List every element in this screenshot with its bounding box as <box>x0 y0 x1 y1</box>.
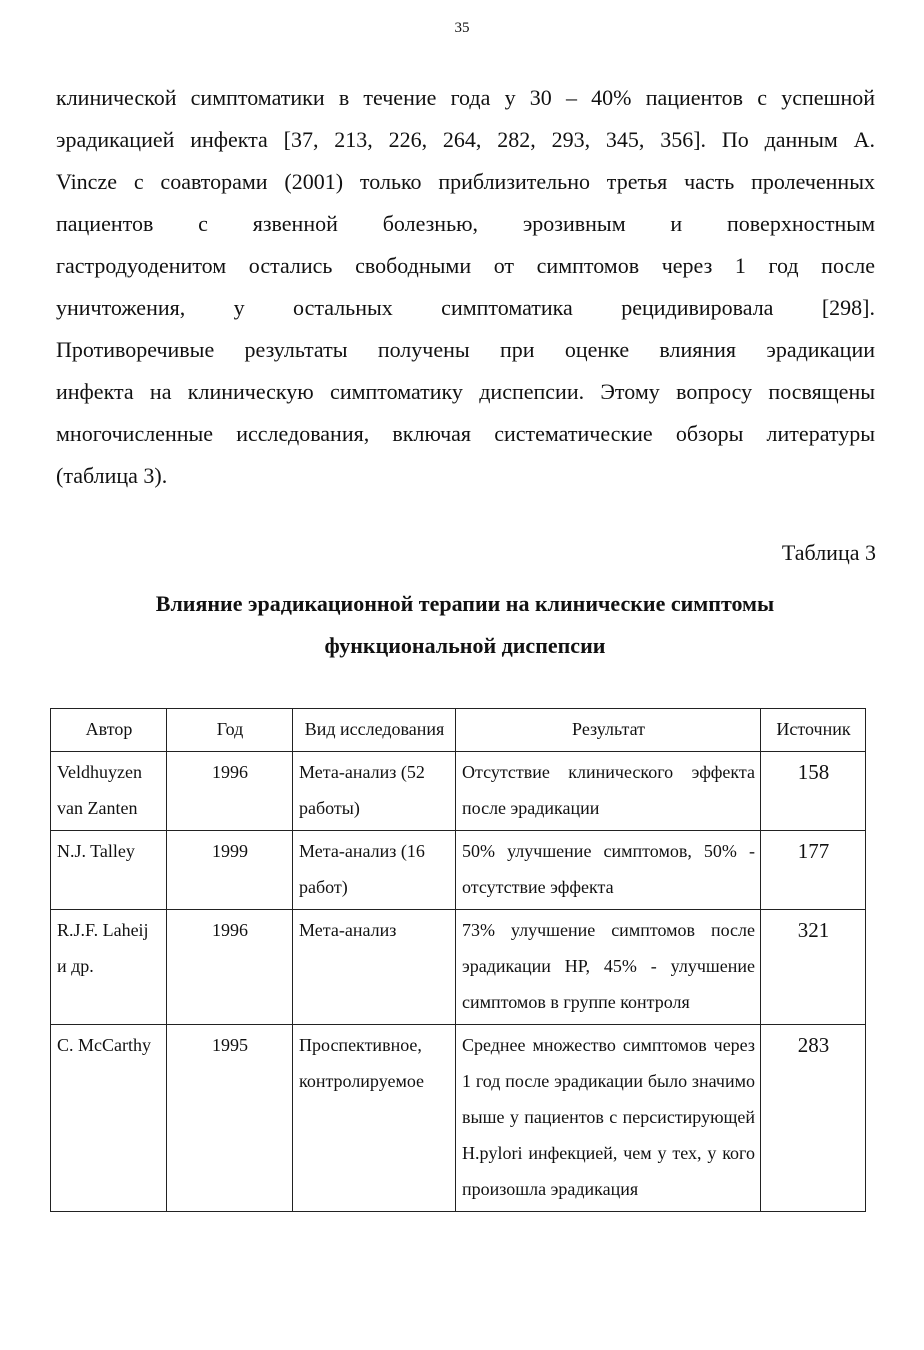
cell-source: 283 <box>761 1025 866 1212</box>
cell-year: 1996 <box>167 910 293 1025</box>
header-study-type: Вид исследования <box>293 709 456 752</box>
cell-source: 158 <box>761 752 866 831</box>
table-row <box>51 752 866 831</box>
cell-result: 73% улучшение симптомов после эрадикации НР, 45% - улучшение симптомов в группе контроля <box>456 910 761 1025</box>
cell-source: 177 <box>761 831 866 910</box>
paragraph-line: пациентов с язвенной болезнью, эрозивным и поверхностным <box>56 211 875 236</box>
body-paragraph <box>56 77 875 497</box>
paragraph-line: Противоречивые результаты получены при оценке влияния эрадикации <box>56 337 875 362</box>
paragraph-line: гастродуоденитом остались свободными от симптомов через 1 год после <box>56 253 875 278</box>
cell-study-type: Проспективное, контролируемое <box>293 1025 456 1212</box>
cell-source: 321 <box>761 910 866 1025</box>
cell-study-type: Мета-анализ <box>293 910 456 1025</box>
cell-author: C. McCarthy <box>51 1025 167 1212</box>
cell-result: Среднее множество симптомов через 1 год после эрадикации было значимо выше у пациентов с персистирующей H.pylori инфекцией, чем у тех, у кого произошла эрадикация <box>456 1025 761 1212</box>
cell-author: R.J.F. Laheij и др. <box>51 910 167 1025</box>
cell-author: N.J. Talley <box>51 831 167 910</box>
paragraph-line: многочисленные исследования, включая систематические обзоры литературы <box>56 421 875 446</box>
header-author: Автор <box>51 709 167 752</box>
cell-year: 1995 <box>167 1025 293 1212</box>
table-header-row <box>51 709 866 752</box>
table-row <box>51 1025 866 1212</box>
table-row <box>51 910 866 1025</box>
table-label: Таблица 3 <box>781 540 876 565</box>
cell-study-type: Мета-анализ (16 работ) <box>293 831 456 910</box>
cell-result: Отсутствие клинического эффекта после эрадикации <box>456 752 761 831</box>
header-year: Год <box>167 709 293 752</box>
cell-result: 50% улучшение симптомов, 50% - отсутствие эффекта <box>456 831 761 910</box>
table-title-line: Влияние эрадикационной терапии на клинические симптомы <box>155 591 775 616</box>
paragraph-line: клинической симптоматики в течение года у 30 – 40% пациентов с успешной <box>56 85 875 110</box>
paragraph-line: эрадикацией инфекта [37, 213, 226, 264, 282, 293, 345, 356]. По данным А. <box>56 127 875 152</box>
cell-year: 1999 <box>167 831 293 910</box>
table-row <box>51 831 866 910</box>
cell-study-type: Мета-анализ (52 работы) <box>293 752 456 831</box>
paragraph-line: уничтожения, у остальных симптоматика рецидивировала [298]. <box>56 295 875 320</box>
paragraph-line: Vincze с соавторами (2001) только приблизительно третья часть пролеченных <box>56 169 875 194</box>
paragraph-line: инфекта на клиническую симптоматику диспепсии. Этому вопросу посвящены <box>56 379 875 404</box>
cell-author: Veldhuyzen van Zanten <box>51 752 167 831</box>
paragraph-line: (таблица 3). <box>56 463 168 488</box>
table-title <box>80 583 850 667</box>
header-source: Источник <box>761 709 866 752</box>
page-number: 35 <box>454 20 470 36</box>
table-title-line: функциональной диспепсии <box>324 633 606 658</box>
cell-year: 1996 <box>167 752 293 831</box>
header-result: Результат <box>456 709 761 752</box>
results-table <box>50 708 866 1212</box>
